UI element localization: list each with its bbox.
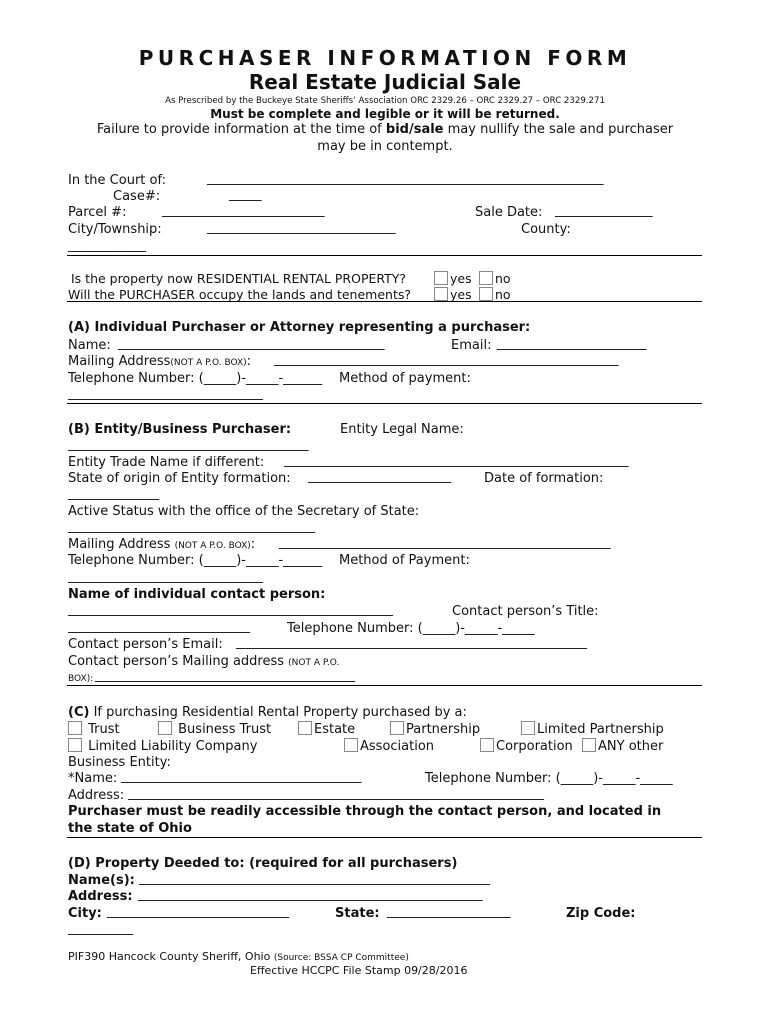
option-label: Trust — [88, 722, 120, 737]
county-label: County: — [521, 222, 571, 237]
d-city-field[interactable]: ____________________________ — [107, 904, 289, 919]
estate-checkbox[interactable] — [298, 721, 312, 735]
option-business-trust[interactable] — [158, 721, 271, 737]
sale-date-label: Sale Date: — [475, 205, 543, 220]
b-contact-heading: Name of individual contact person: — [68, 587, 326, 602]
a-email-field[interactable]: _______________________ — [497, 336, 647, 351]
b-contact-phone-field[interactable]: Telephone Number: (_____)-_____-_____ — [287, 621, 535, 636]
trust-checkbox[interactable] — [68, 721, 82, 735]
option-label: Estate — [314, 722, 356, 737]
b-not-po-note: (NOT A P.O. BOX) — [174, 541, 251, 551]
rental-yes-checkbox[interactable] — [434, 271, 448, 285]
occupy-no-checkbox[interactable] — [479, 287, 493, 301]
option-estate[interactable] — [298, 721, 355, 737]
footer-effective: Effective HCCPC File Stamp 09/28/2016 — [250, 964, 468, 977]
any-other-checkbox[interactable] — [582, 738, 596, 752]
failure-note-line2: may be in contempt. — [317, 139, 453, 154]
rental-no-option[interactable] — [479, 271, 511, 286]
c-telephone-field[interactable]: Telephone Number: (_____)-_____-_____ — [425, 771, 673, 786]
a-name-label: Name: — [68, 338, 111, 353]
b-contact-not-po-note: (NOT A P.O. — [288, 658, 340, 668]
divider — [67, 403, 702, 404]
option-label: Association — [360, 739, 435, 754]
occupy-yes-checkbox[interactable] — [434, 287, 448, 301]
d-state-label: State: — [335, 906, 380, 921]
b-contact-email-field[interactable]: ______________________________________________________ — [236, 635, 587, 650]
b-box-label: BOX): — [68, 674, 94, 684]
court-field[interactable]: _____________________________________________________________ — [207, 171, 604, 186]
c-address-label: Address: — [68, 788, 125, 803]
c-accessibility-note: Purchaser must be readily accessible through the contact person, and located in — [68, 804, 662, 819]
city-field[interactable]: _____________________________ — [207, 220, 396, 235]
option-association[interactable] — [344, 738, 434, 754]
occupy-question: Will the PURCHASER occupy the lands and tenements? — [68, 287, 411, 302]
b-contact-name-field[interactable]: __________________________________________________ — [68, 602, 393, 617]
b-mailing-label — [68, 537, 255, 552]
divider — [67, 837, 702, 838]
yes-label: yes — [450, 271, 472, 286]
parcel-label: Parcel #: — [68, 205, 127, 220]
must-complete-note: Must be complete and legible or it will be returned. — [210, 107, 560, 121]
b-mailing-field[interactable]: ___________________________________________________ — [279, 535, 611, 550]
d-names-label: Name(s): — [68, 873, 135, 888]
b-contact-title-label: Contact person’s Title: — [452, 604, 599, 619]
occupy-no-option[interactable] — [479, 287, 511, 302]
a-mailing-field[interactable]: _____________________________________________________ — [274, 352, 619, 367]
divider — [67, 685, 702, 686]
b-legal-name-field[interactable]: _____________________________________ — [68, 437, 309, 452]
yes-label: yes — [450, 287, 472, 302]
option-llc[interactable] — [68, 738, 257, 754]
option-label: Corporation — [496, 739, 573, 754]
b-method-label: Method of Payment: — [339, 553, 470, 568]
city-label: City/Township: — [68, 222, 162, 237]
corporation-checkbox[interactable] — [480, 738, 494, 752]
option-limited-partnership[interactable] — [521, 721, 664, 737]
rental-yes-option[interactable] — [434, 271, 472, 286]
c-name-label: *Name: — [68, 771, 118, 786]
sale-date-field[interactable]: _______________ — [555, 203, 653, 218]
d-city-label: City: — [68, 906, 102, 921]
no-label: no — [495, 287, 511, 302]
b-state-origin-label: State of origin of Entity formation: — [68, 471, 291, 486]
business-trust-checkbox[interactable] — [158, 721, 172, 735]
association-checkbox[interactable] — [344, 738, 358, 752]
option-trust[interactable] — [68, 721, 120, 737]
partnership-checkbox[interactable] — [390, 721, 404, 735]
occupy-yes-option[interactable] — [434, 287, 472, 302]
b-trade-name-field[interactable]: _____________________________________________________ — [284, 453, 629, 468]
b-state-origin-field[interactable]: ______________________ — [308, 469, 451, 484]
a-not-po-note: (NOT A P.O. BOX) — [170, 358, 247, 368]
colon: : — [246, 354, 252, 369]
no-label: no — [495, 271, 511, 286]
section-c-text: If purchasing Residential Rental Property purchased by a: — [89, 705, 467, 720]
section-b-heading: (B) Entity/Business Purchaser: — [68, 422, 292, 437]
option-label: Business Trust — [178, 722, 272, 737]
c-accessibility-note-line2: the state of Ohio — [68, 821, 192, 836]
county-field[interactable]: ____________ — [68, 238, 146, 253]
c-name-field[interactable]: _____________________________________ — [121, 769, 362, 784]
failure-pre: Failure to provide information at the time of — [96, 122, 386, 137]
case-label: Case#: — [113, 189, 161, 204]
d-address-field[interactable]: _____________________________________________________ — [138, 887, 483, 902]
case-field[interactable]: _____ — [229, 187, 262, 202]
a-email-label: Email: — [451, 338, 492, 353]
parcel-field[interactable]: _________________________ — [162, 203, 325, 218]
a-telephone-field[interactable]: Telephone Number: (_____)-_____-______ — [68, 371, 323, 386]
section-c-heading — [68, 705, 467, 720]
divider — [67, 255, 702, 256]
b-contact-mailing-text: Contact person’s Mailing address — [68, 654, 285, 669]
b-contact-title-field[interactable]: ____________________________ — [68, 619, 250, 634]
business-entity-label: Business Entity: — [68, 755, 171, 770]
divider — [67, 301, 702, 302]
failure-bold: bid/sale — [385, 122, 444, 137]
b-active-status-label: Active Status with the office of the Secretary of State: — [68, 504, 420, 519]
d-zip-label: Zip Code: — [566, 906, 636, 921]
b-mailing-text: Mailing Address — [68, 537, 171, 552]
colon: : — [250, 537, 256, 552]
failure-post: may nullify the sale and purchaser — [443, 122, 674, 137]
a-method-field[interactable]: ______________________________ — [68, 386, 263, 401]
option-partnership[interactable] — [390, 721, 480, 737]
section-c-label: (C) — [68, 705, 90, 720]
section-a-heading: (A) Individual Purchaser or Attorney representing a purchaser: — [68, 320, 531, 335]
llc-checkbox[interactable] — [68, 738, 82, 752]
prescribed-note: As Prescribed by the Buckeye State Sheriffs’ Association ORC 2329.26 – ORC 2329.27 – ORC 2329.271 — [165, 96, 605, 106]
option-label: Partnership — [406, 722, 481, 737]
a-method-label: Method of payment: — [339, 371, 471, 386]
option-corporation[interactable] — [480, 738, 573, 754]
b-contact-email-label: Contact person’s Email: — [68, 637, 223, 652]
d-state-field[interactable]: ___________________ — [387, 904, 511, 919]
a-mailing-label — [68, 354, 251, 369]
option-label: Limited Liability Company — [88, 739, 258, 754]
b-telephone-field[interactable]: Telephone Number: (_____)-_____-______ — [68, 553, 323, 568]
footer-form-id — [68, 950, 409, 963]
d-address-label: Address: — [68, 889, 133, 904]
rental-question: Is the property now RESIDENTIAL RENTAL PROPERTY? — [71, 271, 407, 286]
limited-partnership-checkbox[interactable] — [521, 721, 535, 735]
failure-note — [0, 122, 770, 137]
b-method-field[interactable]: ______________________________ — [68, 569, 263, 584]
a-mailing-text: Mailing Address — [68, 354, 171, 369]
a-name-field[interactable]: _________________________________________ — [118, 336, 385, 351]
rental-no-checkbox[interactable] — [479, 271, 493, 285]
source-note: (Source: BSSA CP Committee) — [273, 953, 409, 963]
b-trade-name-label: Entity Trade Name if different: — [68, 455, 265, 470]
court-label: In the Court of: — [68, 173, 166, 188]
section-d-heading: (D) Property Deeded to: (required for all purchasers) — [68, 856, 458, 871]
form-subtitle: Real Estate Judicial Sale — [248, 70, 522, 94]
b-contact-mailing-label — [68, 654, 339, 669]
option-label: ANY other — [598, 739, 664, 754]
form-title: PURCHASER INFORMATION FORM — [138, 46, 632, 70]
option-any-other[interactable] — [582, 738, 663, 754]
b-active-status-field[interactable]: ______________________________________ — [68, 519, 315, 534]
option-label: Limited Partnership — [537, 722, 664, 737]
b-date-formation-label: Date of formation: — [484, 471, 604, 486]
d-zip-field[interactable]: __________ — [68, 921, 133, 936]
c-address-field[interactable]: ________________________________________________________________ — [128, 786, 544, 801]
form-id-text: PIF390 Hancock County Sheriff, Ohio — [68, 950, 271, 963]
b-contact-mailing-field[interactable]: ________________________________________ — [95, 668, 355, 683]
d-names-field[interactable]: ______________________________________________________ — [139, 871, 490, 886]
b-legal-name-label: Entity Legal Name: — [340, 422, 464, 437]
b-date-formation-field[interactable]: ______________ — [68, 486, 159, 501]
